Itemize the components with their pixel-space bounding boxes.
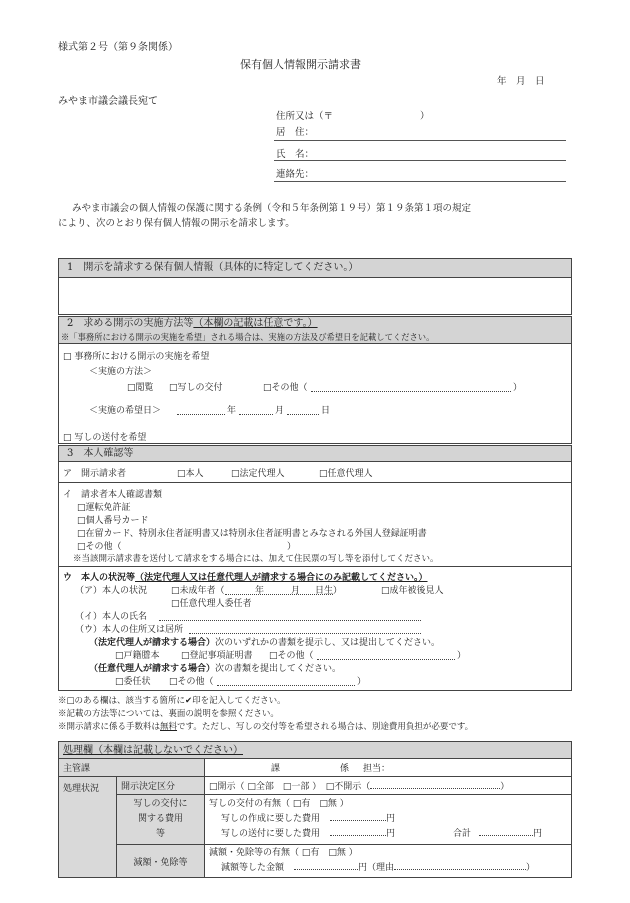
addressee: みやま市議会議長宛て (58, 96, 158, 107)
copy-mail-option[interactable]: □ 写しの送付を希望 (63, 433, 147, 443)
doc-family-register[interactable]: □戸籍謄本 (115, 651, 160, 661)
requester-label: ア 開示請求者 (63, 469, 127, 479)
copy-make-label: 写しの作成に要した費用 (221, 814, 321, 824)
reduce-have: 減額・免除等の有無（ □有 □無 ） (209, 848, 358, 858)
yen: 円 (386, 814, 396, 824)
divider (59, 482, 571, 483)
section-2-title: 2 求める開示の実施方法等 (67, 318, 194, 329)
yen: 円 (386, 829, 396, 839)
note-fee-free: 無料 (160, 722, 178, 732)
doc-vol-other[interactable]: □その他（ (169, 677, 214, 687)
dept-ka: 課 (271, 764, 281, 774)
section-2-note: ※「事務所における開示の実施を希望」される場合は、実施の方法及び希望日を記載してください。 (59, 331, 571, 344)
process-title-text: 処理欄（本欄は記載しないでください） (63, 745, 243, 756)
section-3 (58, 445, 572, 691)
voluntary-rep-instruction (89, 661, 341, 674)
decision-close: ） (500, 782, 510, 792)
note-instructions: ※記載の方法等については、裏面の説明を参照ください。 (58, 709, 279, 719)
doc-vol-other-close: ） (357, 677, 367, 687)
date-year: 年 (227, 406, 237, 416)
copy-have: 写しの交付の有無（ □有 □無 ） (209, 799, 349, 809)
desired-date-label: ＜実施の希望日＞ (89, 406, 162, 416)
status-label (63, 570, 428, 583)
dept-tanto: 担当： (363, 764, 391, 774)
method-other[interactable]: □その他（ (263, 383, 308, 393)
reduce-reason-label: 円（理由 (358, 863, 395, 873)
date-day-line[interactable] (287, 414, 319, 415)
note-checkbox: ※□のある欄は、該当する箇所に✔印を記入してください。 (58, 696, 286, 706)
legal-rep-text: 次のいずれかの書類を提示し、又は提出してください。 (215, 638, 441, 648)
id-other[interactable]: □その他（ (77, 542, 122, 552)
office-disclosure-option[interactable]: □ 事務所における開示の実施を希望 (63, 352, 210, 362)
section-2 (58, 316, 572, 444)
intro-line-1: みやま市議会の個人情報の保護に関する条例（令和５年条例第１９号）第１９条第１項の規定 (72, 203, 472, 214)
method-copy[interactable]: □写しの交付 (169, 383, 223, 393)
id-note: ※当該開示請求書を送付して請求をする場合には、加えて住民票の写し等を添付してください。 (73, 554, 439, 564)
copy-fee-label-1: 写しの交付に (133, 799, 188, 809)
minor-day: 日生） (315, 586, 343, 596)
note-fee (58, 720, 473, 732)
address-line[interactable] (274, 140, 566, 141)
date-year-line[interactable] (177, 414, 225, 415)
method-other-close: ） (513, 383, 523, 393)
divider (59, 566, 571, 567)
id-residence-card[interactable]: □在留カード、特別永住者証明書又は特別永住者証明書とみなされる外国人登録証明書 (77, 529, 427, 539)
page-title: 保有個人情報開示請求書 (240, 58, 361, 71)
doc-legal-other-close: ） (457, 651, 467, 661)
intro-line-2: により、次のとおり保有個人情報の開示を請求します。 (58, 218, 295, 229)
reduce-field[interactable] (205, 845, 572, 878)
status-title: ウ 本人の状況等 (63, 573, 136, 583)
id-docs-label: イ 請求者本人確認書類 (63, 490, 163, 500)
dept-kakari: 係 (340, 764, 350, 774)
method-other-line[interactable] (311, 391, 511, 392)
yen: 円 (533, 829, 543, 839)
status-cell: 処理状況 (59, 777, 117, 878)
section-1-header: 1 開示を請求する保有個人情報（具体的に特定してください。） (59, 259, 571, 278)
copy-make-line (330, 820, 386, 821)
minor-month: 月 (291, 586, 301, 596)
section-2-optional: （本欄の記載は任意です。） (193, 318, 318, 329)
doc-power-of-attorney[interactable]: □委任状 (115, 677, 151, 687)
voluntary-rep-text: 次の書類を提出してください。 (215, 664, 342, 674)
person-name-line[interactable] (159, 620, 421, 621)
decision-field[interactable] (205, 777, 572, 795)
name-line[interactable] (274, 160, 566, 161)
reduce-amount-label: 減額等した金額 (221, 863, 285, 873)
requester-legal[interactable]: □法定代理人 (231, 469, 285, 479)
copy-fee-field[interactable] (205, 795, 572, 845)
minor-year: 年 (255, 586, 265, 596)
total-line (479, 835, 533, 836)
address-label: 住所又は（〒 (276, 111, 334, 122)
voluntary-rep-label: （任意代理人が請求する場合） (89, 664, 216, 674)
section-2-header (59, 317, 571, 331)
doc-legal-other-line[interactable] (317, 659, 455, 660)
process-title (58, 741, 572, 758)
id-other-close: ） (287, 542, 297, 552)
legal-rep-label: （法定代理人が請求する場合） (89, 638, 216, 648)
contact-label: 連絡先： (276, 169, 315, 180)
copy-fee-label-3: 等 (155, 829, 165, 839)
copy-fee-label-2: 関する費用 (137, 814, 183, 824)
reduce-close: ） (526, 863, 536, 873)
total-label: 合計 (453, 829, 472, 839)
id-mynumber-card[interactable]: □個人番号カード (77, 516, 149, 526)
doc-legal-other[interactable]: □その他（ (269, 651, 314, 661)
name-label: 氏 名： (276, 149, 315, 160)
note-fee-c: です。ただし、写しの交付等を希望される場合は、別途費用負担が必要です。 (177, 722, 474, 732)
copy-send-line (330, 835, 386, 836)
contact-line[interactable] (274, 181, 566, 182)
requester-voluntary[interactable]: □任意代理人 (319, 469, 373, 479)
legal-rep-instruction (89, 635, 440, 648)
status-delegator[interactable]: □任意代理人委任者 (171, 599, 252, 609)
reduce-reason-line (394, 869, 526, 870)
residence-label: 居 住： (276, 127, 315, 138)
dept-label: 主管課 (59, 759, 205, 777)
dept-field[interactable] (205, 759, 572, 777)
date-day: 日 (321, 406, 331, 416)
form-number: 様式第２号（第９条関係） (58, 42, 178, 53)
date-month-line[interactable] (239, 414, 273, 415)
address-close: ） (420, 111, 430, 122)
decision-line (370, 788, 500, 789)
copy-fee-label (117, 795, 205, 845)
person-status-label: （ア）本人の状況 (75, 586, 148, 596)
status-condition: （法定代理人又は任意代理人が請求する場合にのみ記載してください。） (135, 573, 428, 583)
process-table (58, 758, 572, 878)
requester-self[interactable]: □本人 (177, 469, 204, 479)
doc-vol-other-line[interactable] (217, 685, 355, 686)
section-1 (58, 258, 572, 315)
date-field[interactable]: 年 月 日 (497, 76, 545, 87)
section-3-header: 3 本人確認等 (59, 446, 571, 462)
person-name-label: （イ）本人の氏名 (75, 612, 148, 622)
person-address-label: （ウ）本人の住所又は居所 (75, 625, 184, 635)
reduce-label: 減額・免除等 (117, 845, 205, 878)
method-view[interactable]: □閲覧 (127, 383, 154, 393)
copy-send-label: 写しの送付に要した費用 (221, 829, 321, 839)
requested-info-field[interactable] (59, 278, 571, 314)
status-adult-ward[interactable]: □成年被後見人 (381, 586, 444, 596)
doc-registry-cert[interactable]: □登記事項証明書 (181, 651, 253, 661)
id-drivers-license[interactable]: □運転免許証 (77, 503, 131, 513)
decision-label: 開示決定区分 (117, 777, 205, 795)
decision-value: □開示（ □全部 □一部 ） □不開示（ (209, 782, 371, 792)
status-minor[interactable]: □未成年者（ (171, 586, 225, 596)
method-label: ＜実施の方法＞ (89, 367, 153, 377)
date-month: 月 (275, 406, 285, 416)
person-address-line[interactable] (189, 633, 421, 634)
reduce-amount-line (294, 869, 358, 870)
note-fee-a: ※開示請求に係る手数料は (58, 722, 161, 732)
